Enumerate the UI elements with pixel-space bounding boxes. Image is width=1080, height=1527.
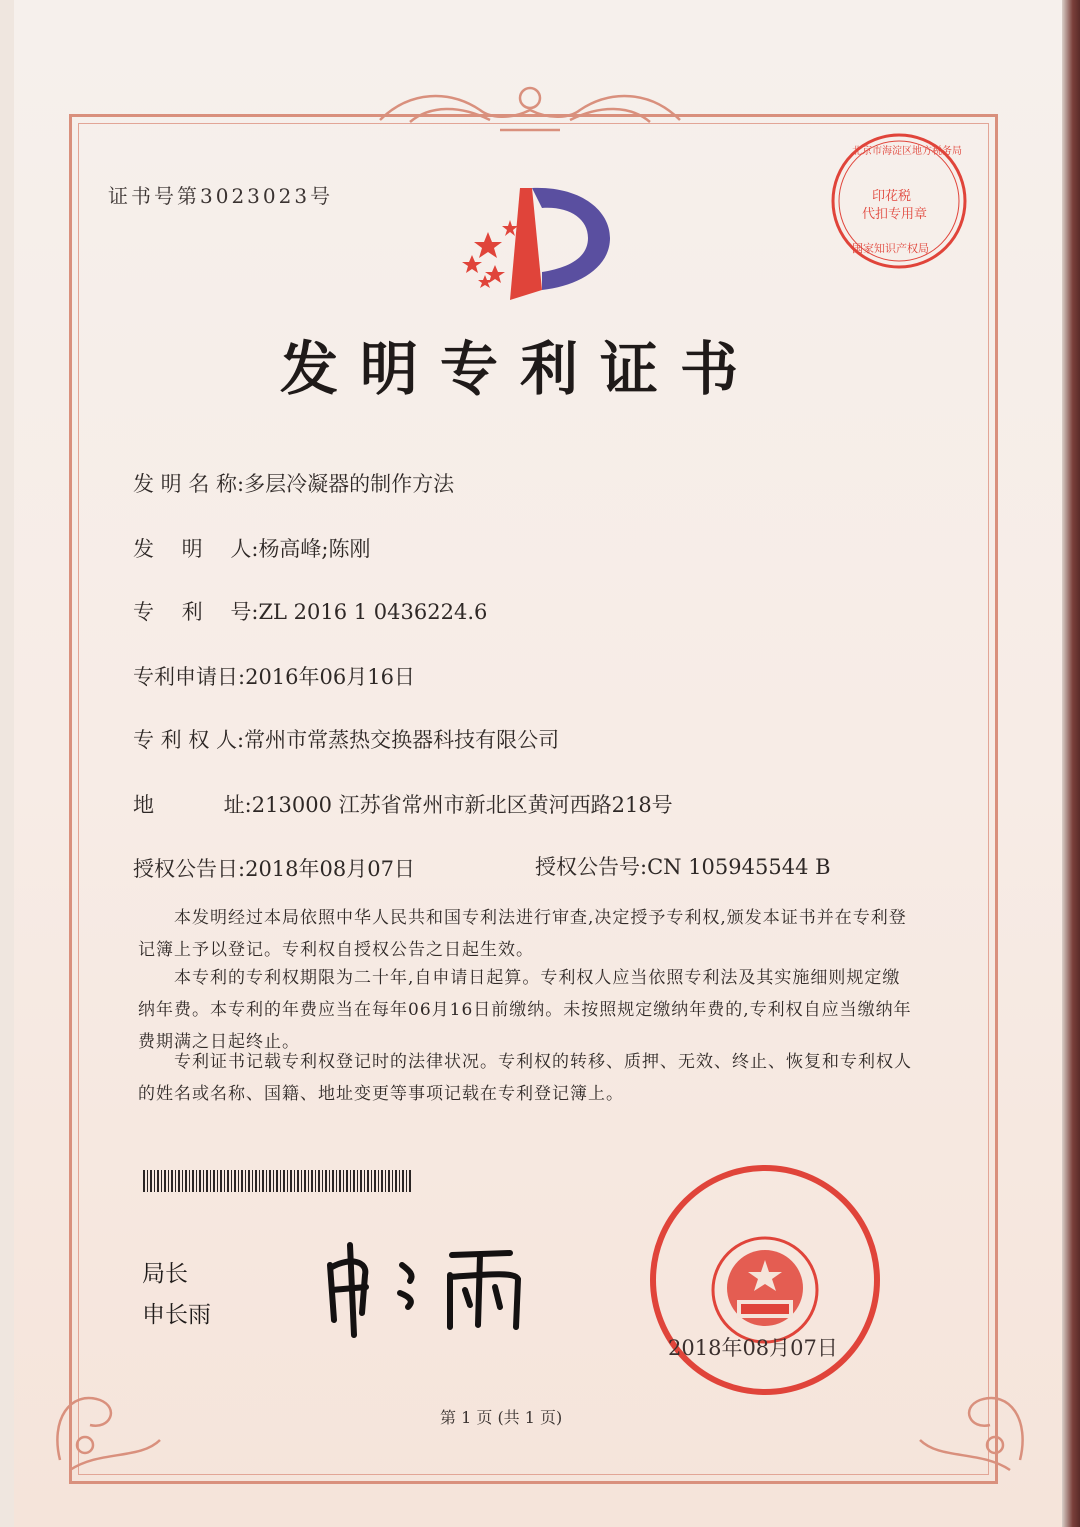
- field-value: 杨高峰;陈刚: [258, 537, 371, 561]
- field-grant-date: [133, 853, 415, 883]
- corner-ornament-bottom-right: [900, 1360, 1040, 1480]
- field-label: 专 利 号:: [133, 600, 259, 624]
- field-value: ZL 2016 1 0436224.6: [258, 600, 488, 624]
- field-invention-name: [133, 468, 454, 498]
- paragraph-legal-status: 专利证书记载专利权登记时的法律状况。专利权的转移、质押、无效、终止、恢复和专利权人的姓名或名称、国籍、地址变更等事项记载在专利登记簿上。: [138, 1052, 912, 1104]
- field-patentee: [133, 724, 559, 754]
- patent-office-emblem: [450, 180, 620, 310]
- tax-stamp-outer-text: 北京市海淀区地方税务局: [852, 146, 962, 157]
- field-label: 地 址:: [133, 793, 252, 817]
- corner-ornament-bottom-left: [40, 1360, 180, 1480]
- field-label: 发 明 人:: [133, 537, 259, 561]
- field-label: 授权公告日:: [133, 857, 246, 881]
- tax-stamp-bottom-text: 国家知识产权局: [852, 242, 929, 255]
- paragraph-term: 本专利的专利权期限为二十年,自申请日起算。专利权人应当依照专利法及其实施细则规定缴纳年费。本专利的年费应当在每年06月16日前缴纳。未按照规定缴纳年费的,专利权自应当缴纳年费期满之日起终止。: [138, 968, 912, 1052]
- certificate-number: 证书号第3023023号: [108, 184, 334, 208]
- field-label: 发 明 名 称:: [133, 472, 245, 496]
- field-label: 专利申请日:: [133, 665, 246, 689]
- field-inventors: [133, 533, 371, 563]
- field-patent-number: [133, 596, 487, 626]
- binding-spine: [1062, 0, 1080, 1527]
- tax-stamp-center-line2: 代扣专用章: [862, 207, 928, 222]
- page-title: 发明专利证书: [280, 335, 761, 403]
- tax-stamp-center-line1: 印花税: [872, 189, 912, 204]
- director-name: 申长雨: [142, 1302, 211, 1328]
- field-value: 2016年06月16日: [245, 665, 415, 689]
- barcode: [143, 1170, 413, 1192]
- field-label: 专 利 权 人:: [133, 728, 245, 752]
- field-application-date: [133, 661, 415, 691]
- field-value: 多层冷凝器的制作方法: [244, 472, 455, 496]
- director-title: 局长: [142, 1261, 188, 1287]
- field-value: CN 105945544 B: [647, 855, 831, 879]
- seal-date: 2018年08月07日: [668, 1336, 838, 1360]
- page-number: 第 1 页 (共 1 页): [440, 1408, 563, 1427]
- field-label: 授权公告号:: [535, 855, 648, 879]
- paragraph-grant: 本发明经过本局依照中华人民共和国专利法进行审查,决定授予专利权,颁发本证书并在专利登记簿上予以登记。专利权自授权公告之日起生效。: [138, 908, 907, 960]
- handwritten-signature: [310, 1235, 550, 1345]
- field-address: [133, 789, 673, 819]
- field-publication-number: [535, 851, 831, 881]
- field-value: 2018年08月07日: [245, 857, 415, 881]
- top-ornament: [370, 80, 690, 140]
- field-value: 常州市常蒸热交换器科技有限公司: [244, 728, 560, 752]
- field-value: 213000 江苏省常州市新北区黄河西路218号: [251, 793, 673, 817]
